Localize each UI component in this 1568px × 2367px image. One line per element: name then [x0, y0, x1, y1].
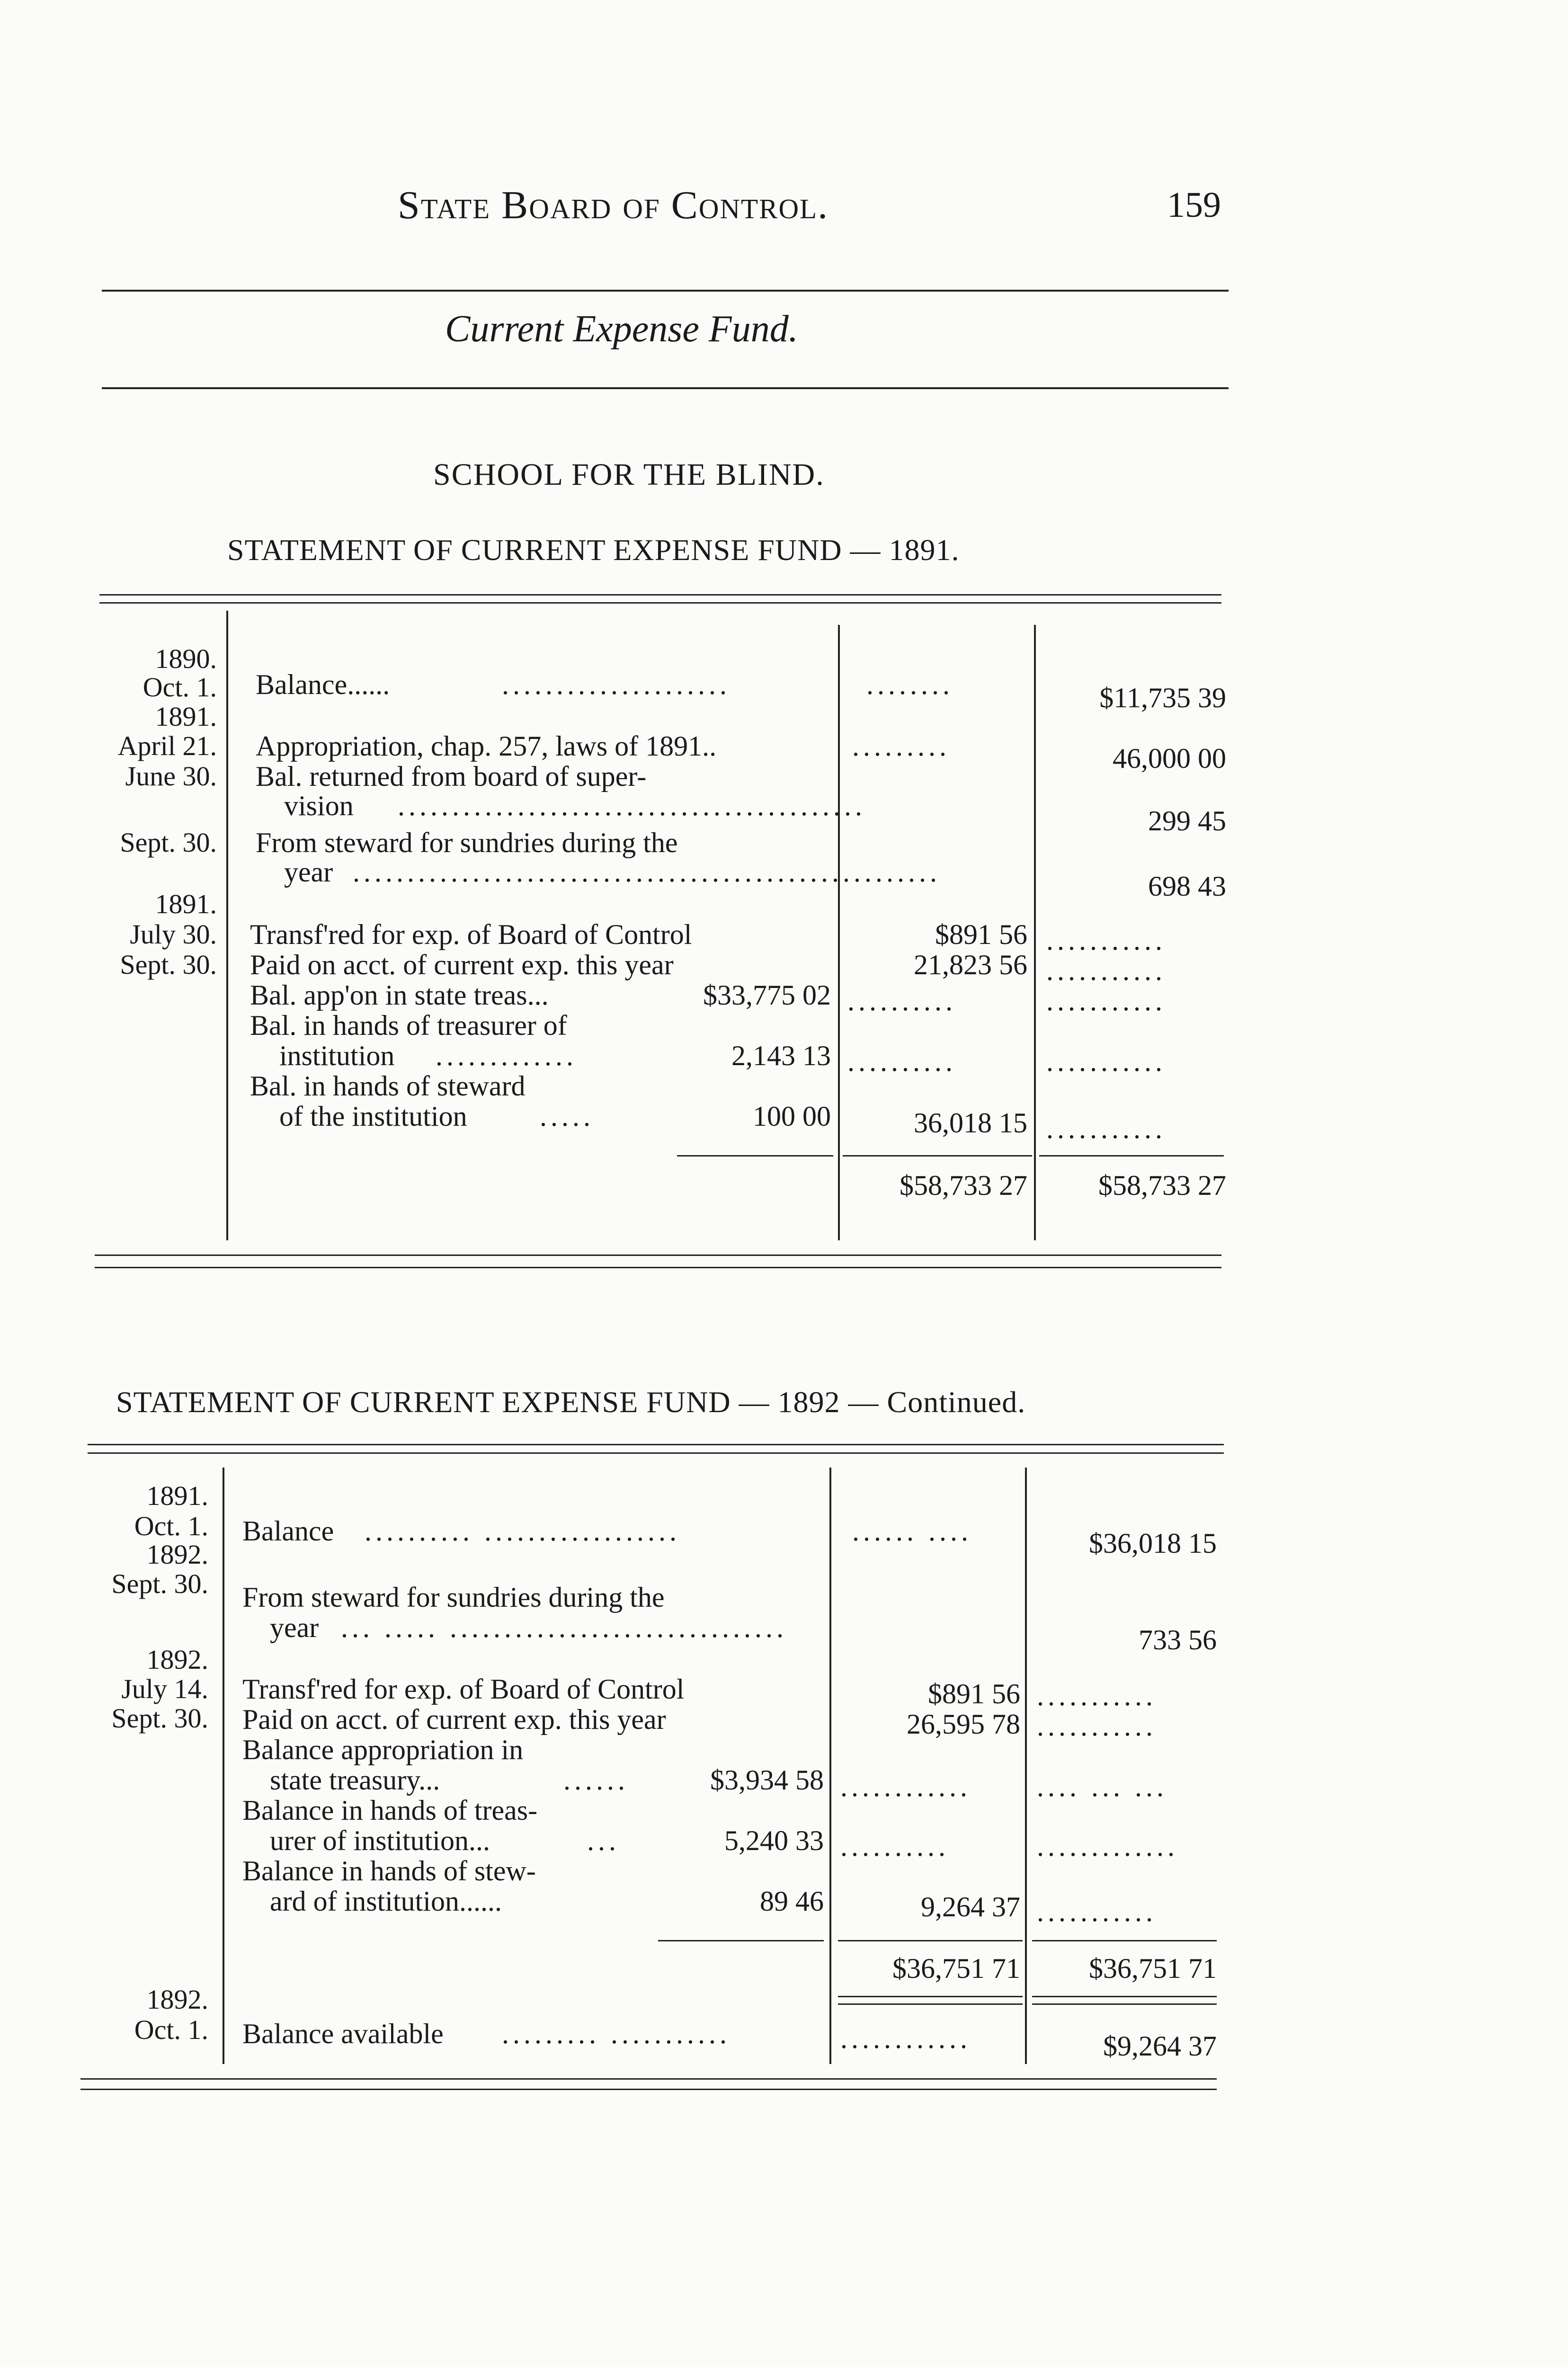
entry-date: Sept. 30. [111, 1568, 208, 1599]
amount-col2: 36,018 15 [914, 1107, 1027, 1139]
statement-2-top-rule [88, 1444, 1224, 1445]
amount-col2: 26,595 78 [907, 1709, 1020, 1740]
entry-description: vision [284, 790, 354, 821]
entry-description: Transf'red for exp. of Board of Control [242, 1673, 685, 1705]
double-rule [838, 2003, 1023, 2005]
leader-dots: ........... [1046, 955, 1166, 986]
leader-dots: ......... ........... [502, 2018, 731, 2049]
entry-date: Oct. 1. [134, 1511, 208, 1541]
entry-description: Bal. app'on in state treas... [250, 979, 549, 1011]
entry-description: urer of institution... [270, 1825, 490, 1856]
amount-col1: 2,143 13 [731, 1040, 831, 1071]
total-col2: $36,751 71 [892, 1953, 1020, 1984]
entry-description: of the institution [279, 1101, 467, 1132]
section-title: Current Expense Fund. [445, 308, 798, 350]
amount-col2: $891 56 [928, 1678, 1020, 1709]
sum-rule [838, 1940, 1023, 1941]
amount-col2: 21,823 56 [914, 949, 1027, 980]
amount-col1: 89 46 [760, 1886, 824, 1917]
entry-date: July 30. [130, 919, 217, 950]
leader-dots: ...................................................... [353, 856, 941, 888]
amount-col1: 100 00 [753, 1101, 831, 1132]
total-col2: $58,733 27 [900, 1170, 1027, 1201]
statement-2-top-rule-2 [88, 1452, 1224, 1454]
amount-col3: 299 45 [1148, 805, 1226, 836]
statement-1-col-rule [838, 625, 840, 1240]
amount-col2: $891 56 [935, 919, 1027, 950]
sum-rule [658, 1940, 824, 1941]
leader-dots: .......... .................. [365, 1515, 680, 1547]
double-rule [1032, 2003, 1217, 2005]
leader-dots: ..... [540, 1101, 594, 1132]
amount-col1: $3,934 58 [710, 1764, 824, 1796]
entry-description: Balance in hands of stew- [242, 1855, 536, 1886]
entry-description: Paid on acct. of current exp. this year [250, 949, 674, 980]
amount-col1: 5,240 33 [724, 1825, 824, 1856]
statement-1-top-rule [99, 594, 1221, 596]
leader-dots: ........................................... [398, 790, 866, 821]
institution-heading: SCHOOL FOR THE BLIND. [433, 457, 825, 492]
leader-dots: ............ [840, 1771, 971, 1802]
entry-description: ard of institution...... [270, 1886, 502, 1917]
entry-date: Sept. 30. [120, 949, 217, 980]
entry-description: Paid on acct. of current exp. this year [242, 1704, 666, 1735]
leader-dots: ........... [1046, 1046, 1166, 1077]
sum-rule [677, 1155, 833, 1157]
entry-date: April 21. [117, 730, 217, 761]
entry-description: state treasury... [270, 1764, 440, 1796]
entry-date: June 30. [125, 761, 217, 792]
leader-dots: .......... [847, 985, 956, 1016]
statement-2-bottom-rule [80, 2078, 1217, 2080]
leader-dots: .......... [847, 1046, 956, 1077]
total-col3: $36,751 71 [1089, 1953, 1217, 1984]
leader-dots: ........... [1046, 1113, 1166, 1144]
sum-rule [1032, 1940, 1217, 1941]
leader-dots: ... [587, 1825, 620, 1856]
statement-1-bottom-rule [95, 1255, 1221, 1256]
balance-available-label: Balance available [242, 2018, 444, 2049]
entry-description: Bal. in hands of treasurer of [250, 1010, 567, 1041]
statement-2-col-rule [829, 1468, 831, 2064]
leader-dots: ........... [1037, 1680, 1157, 1711]
entry-description: Balance [242, 1515, 334, 1547]
entry-description: Transf'red for exp. of Board of Control [250, 919, 692, 950]
entry-date: 1892. [146, 1644, 208, 1675]
entry-description: year [284, 856, 333, 888]
page-number: 159 [1167, 185, 1221, 225]
entry-description: From steward for sundries during the [256, 827, 678, 858]
statement-1-col-rule [1034, 625, 1036, 1240]
statement-2-bottom-rule-2 [80, 2089, 1217, 2090]
amount-col3: 698 43 [1148, 871, 1226, 902]
amount-col3: $36,018 15 [1089, 1528, 1217, 1559]
statement-2-col-rule [1025, 1468, 1027, 2064]
leader-dots: ........... [1046, 925, 1166, 956]
balance-available-amount: $9,264 37 [1103, 2030, 1217, 2062]
amount-col3: 46,000 00 [1113, 743, 1226, 774]
entry-description: Bal. in hands of steward [250, 1070, 526, 1102]
entry-date: 1891. [155, 701, 217, 732]
double-rule [838, 1996, 1023, 1997]
entry-date: July 14. [121, 1673, 208, 1704]
entry-description: Balance in hands of treas- [242, 1795, 538, 1826]
entry-description: Bal. returned from board of super- [256, 761, 647, 792]
statement-1-title: STATEMENT OF CURRENT EXPENSE FUND — 1891. [227, 533, 960, 567]
statement-2-title: STATEMENT OF CURRENT EXPENSE FUND — 1892 — Continued. [116, 1385, 1026, 1419]
entry-date: Sept. 30. [120, 827, 217, 858]
leader-dots: ............. [436, 1040, 577, 1071]
leader-dots: ............. [1037, 1831, 1178, 1862]
statement-2-col-rule [223, 1468, 224, 2064]
sum-rule [843, 1155, 1032, 1157]
statement-1-bottom-rule-2 [95, 1267, 1221, 1268]
entry-date: Oct. 1. [134, 2014, 208, 2045]
leader-dots: .......... [840, 1831, 949, 1862]
entry-description: institution [279, 1040, 395, 1071]
statement-1-top-rule-2 [99, 602, 1221, 604]
header-rule [102, 290, 1229, 292]
leader-dots: ... ..... ............................... [341, 1612, 787, 1643]
leader-dots: ..................... [502, 669, 731, 700]
amount-col3: $11,735 39 [1099, 682, 1226, 713]
entry-date: 1891. [146, 1480, 208, 1511]
leader-dots: ............ [840, 2023, 971, 2054]
running-title: State Board of Control. [398, 183, 829, 227]
leader-dots: ...... .... [852, 1515, 972, 1547]
leader-dots: ...... [563, 1764, 629, 1796]
entry-date: Oct. 1. [143, 672, 217, 703]
amount-col2: 9,264 37 [921, 1891, 1020, 1922]
sum-rule [1039, 1155, 1224, 1157]
entry-date: 1890. [155, 643, 217, 674]
section-rule [102, 387, 1229, 389]
leader-dots: ......... [852, 730, 950, 762]
amount-col1: $33,775 02 [703, 979, 831, 1011]
leader-dots: ........... [1046, 985, 1166, 1016]
entry-description: Appropriation, chap. 257, laws of 1891.. [256, 730, 717, 762]
entry-date: 1892. [146, 1984, 208, 2015]
leader-dots: ........ [866, 669, 953, 700]
leader-dots: ........... [1037, 1896, 1157, 1927]
amount-col3: 733 56 [1139, 1624, 1217, 1655]
entry-description: Balance...... [256, 669, 390, 700]
entry-date: 1892. [146, 1539, 208, 1570]
double-rule [1032, 1996, 1217, 1997]
entry-description: From steward for sundries during the [242, 1582, 665, 1613]
leader-dots: .... ... ... [1037, 1771, 1167, 1802]
total-col3: $58,733 27 [1098, 1170, 1226, 1201]
leader-dots: ........... [1037, 1710, 1157, 1742]
entry-description: year [270, 1612, 319, 1643]
entry-description: Balance appropriation in [242, 1734, 524, 1765]
statement-1-col-rule [226, 611, 228, 1240]
entry-date: Sept. 30. [111, 1703, 208, 1734]
entry-date: 1891. [155, 889, 217, 919]
